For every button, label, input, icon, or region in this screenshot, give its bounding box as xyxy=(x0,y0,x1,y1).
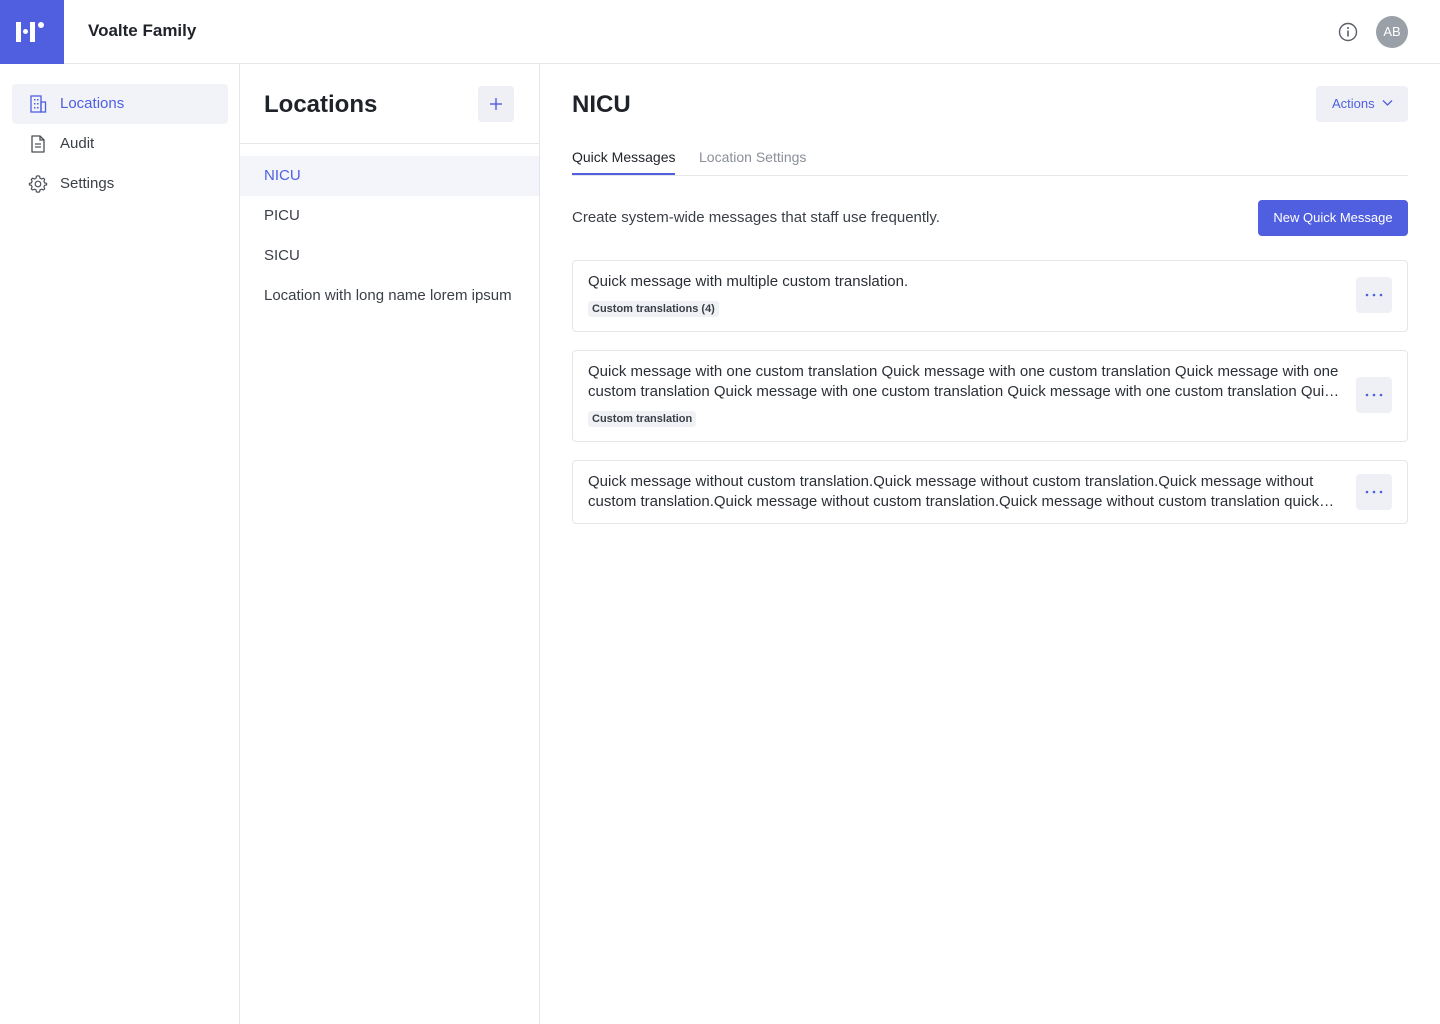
location-item-label: NICU xyxy=(264,167,301,184)
tab-location-settings[interactable]: Location Settings xyxy=(699,149,807,165)
chevron-down-icon xyxy=(1382,99,1393,107)
location-item-label: SICU xyxy=(264,247,300,264)
app-logo[interactable] xyxy=(0,0,64,64)
more-horizontal-icon xyxy=(1365,393,1383,397)
quick-message-card xyxy=(572,460,1408,524)
location-item-label: Location with long name lorem ipsum xyxy=(264,287,512,304)
quick-message-card xyxy=(572,350,1408,442)
document-icon xyxy=(28,134,48,154)
quick-message-text: Quick message with one custom translation Quick message with one custom translation Quick message with one custom translation Quick message with one custom translation Quick message with one custom translation Quick xyxy=(588,363,1340,400)
info-icon[interactable] xyxy=(1336,20,1360,44)
sidebar-item-locations[interactable] xyxy=(12,84,228,124)
sidebar-item-label: Audit xyxy=(60,135,95,152)
sidebar-item-audit[interactable] xyxy=(12,124,228,164)
locations-panel xyxy=(240,64,540,1024)
translation-badge: Custom translations (4) xyxy=(588,301,719,317)
plus-icon xyxy=(489,97,503,111)
location-item-long-name[interactable] xyxy=(240,276,539,316)
more-options-button[interactable] xyxy=(1356,277,1392,313)
location-item-picu[interactable] xyxy=(240,196,539,236)
tab-quick-messages[interactable]: Quick Messages xyxy=(572,149,676,165)
gear-icon xyxy=(28,174,48,194)
actions-button[interactable] xyxy=(1316,86,1408,122)
sidebar-item-label: Settings xyxy=(60,175,115,192)
user-avatar[interactable]: AB xyxy=(1376,16,1408,48)
new-quick-message-button[interactable]: New Quick Message xyxy=(1258,200,1408,236)
sidebar xyxy=(0,64,240,1024)
actions-label: Actions xyxy=(1332,96,1375,111)
location-item-sicu[interactable] xyxy=(240,236,539,276)
more-horizontal-icon xyxy=(1365,293,1383,297)
top-bar xyxy=(0,0,1440,64)
more-options-button[interactable] xyxy=(1356,474,1392,510)
sidebar-item-settings[interactable] xyxy=(12,164,228,204)
more-options-button[interactable] xyxy=(1356,377,1392,413)
active-tab-indicator xyxy=(572,173,675,175)
quick-message-text: Quick message without custom translation.Quick message without custom translation.Quick message without custom translation.Quick message without custom translation.Quick message without custom translation quick xyxy=(588,473,1320,510)
section-description: Create system-wide messages that staff use frequently. xyxy=(572,209,940,226)
divider xyxy=(240,143,540,144)
logo-icon xyxy=(16,20,50,44)
main-content xyxy=(540,64,1440,1024)
locations-title: Locations xyxy=(264,91,378,118)
tab-bar xyxy=(572,144,1408,176)
sidebar-item-label: Locations xyxy=(60,95,125,112)
location-item-label: PICU xyxy=(264,207,300,224)
page-title: NICU xyxy=(572,91,631,118)
location-item-nicu[interactable] xyxy=(240,156,539,196)
more-horizontal-icon xyxy=(1365,490,1383,494)
building-icon xyxy=(28,94,48,114)
quick-message-card xyxy=(572,260,1408,332)
translation-badge: Custom translation xyxy=(588,411,696,427)
add-location-button[interactable] xyxy=(478,86,514,122)
quick-message-text: Quick message with multiple custom translation. xyxy=(588,273,909,290)
app-title: Voalte Family xyxy=(88,21,197,40)
